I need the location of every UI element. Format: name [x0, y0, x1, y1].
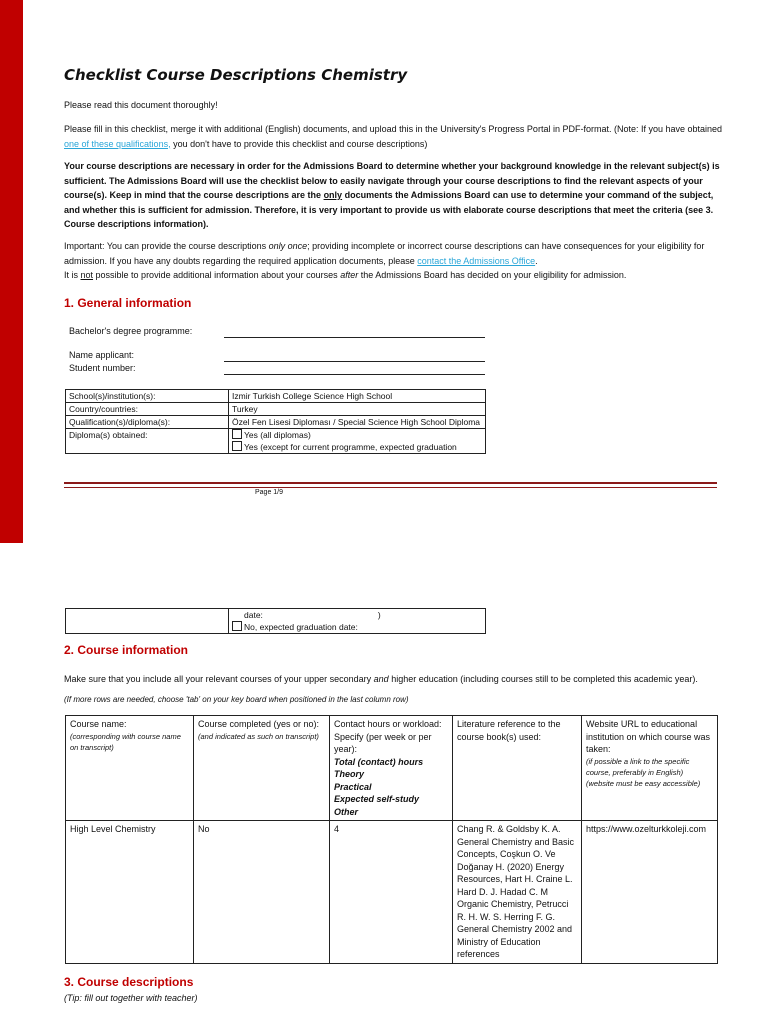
fill-text-a: Please fill in this checklist, merge it with additional (English) documents, and upload this in the University's Progress Portal in PDF-format. (Note: If you have obtained	[64, 124, 723, 134]
note-text-a: Make sure that you include all your relevant courses of your upper secondary	[64, 674, 374, 684]
table-row	[66, 416, 486, 429]
important-notice	[64, 239, 724, 283]
country-label: Country/countries:	[66, 403, 229, 416]
hours-self-study: Expected self-study	[334, 794, 420, 804]
hours-other: Other	[334, 806, 359, 817]
qualification-value[interactable]: Özel Fen Lisesi Diploması / Special Science High School Diploma	[229, 416, 486, 429]
table-row	[66, 429, 486, 454]
name-field[interactable]	[224, 361, 485, 362]
table-row	[66, 403, 486, 416]
header-label: Course name:	[70, 719, 127, 729]
header-literature: Literature reference to the course book(s) used:	[453, 716, 582, 821]
header-label: Course completed (yes or no):	[198, 719, 320, 729]
diploma-label: Diploma(s) obtained:	[66, 429, 229, 454]
expected-date-line	[232, 609, 482, 621]
section-3-tip: (Tip: fill out together with teacher)	[64, 993, 198, 1003]
hours-cell[interactable]: 4	[330, 821, 453, 964]
course-name-cell[interactable]: High Level Chemistry	[66, 821, 194, 964]
section-1-heading: 1. General information	[64, 296, 192, 310]
empty-cell	[66, 609, 229, 634]
not-text-c: the Admissions Board has decided on your eligibility for admission.	[358, 270, 627, 280]
table-row	[66, 821, 718, 964]
website-cell[interactable]: https://www.ozelturkkoleji.com	[582, 821, 718, 964]
course-info-note	[64, 672, 724, 687]
header-website	[582, 716, 718, 821]
page-footer-rule	[64, 482, 717, 484]
diploma-option-all[interactable]	[232, 429, 482, 441]
page-footer-rule-thin	[64, 487, 717, 488]
school-value[interactable]: Izmir Turkish College Science High School	[229, 390, 486, 403]
option-label: No, expected graduation date:	[244, 622, 358, 632]
diploma-option-no[interactable]	[232, 621, 482, 633]
date-label: date:	[244, 610, 263, 620]
checkbox-icon[interactable]	[232, 621, 242, 631]
school-label: School(s)/institution(s):	[66, 390, 229, 403]
header-label: Contact hours or workload: Specify (per week or per year):	[334, 719, 442, 754]
admissions-office-link[interactable]: contact the Admissions Office	[417, 255, 536, 266]
header-sub: (website must be easy accessible)	[586, 778, 701, 788]
important-only-once: only once	[268, 241, 308, 251]
fill-instruction	[64, 122, 724, 151]
student-number-label: Student number:	[69, 363, 136, 373]
not-text-a: It is	[64, 270, 81, 280]
important-text-a: Important: You can provide the course descriptions	[64, 241, 269, 251]
close-paren: )	[377, 610, 381, 620]
checkbox-icon[interactable]	[232, 441, 242, 451]
completed-cell[interactable]: No	[194, 821, 330, 964]
header-course-name	[66, 716, 194, 821]
student-number-field[interactable]	[224, 374, 485, 375]
course-table	[65, 715, 718, 964]
table-row	[66, 609, 486, 634]
diploma-continued-cell	[229, 609, 486, 634]
hours-theory: Theory	[334, 769, 365, 779]
table-header-row	[66, 716, 718, 821]
not-after: after	[340, 270, 359, 280]
not-text-b: possible to provide additional information about your courses	[93, 270, 341, 280]
bachelor-label: Bachelor's degree programme:	[69, 326, 193, 336]
qualification-label: Qualification(s)/diploma(s):	[66, 416, 229, 429]
table-row	[66, 390, 486, 403]
hours-total: Total (contact) hours	[334, 756, 424, 767]
section-3-heading: 3. Course descriptions	[64, 975, 194, 989]
read-instruction: Please read this document thoroughly!	[64, 100, 218, 110]
brand-sidebar-bar	[0, 0, 23, 543]
country-value[interactable]: Turkey	[229, 403, 486, 416]
header-sub: (if possible a link to the specific course, preferably in English)	[586, 756, 690, 777]
header-sub: (and indicated as such on transcript)	[198, 731, 319, 741]
note-text-b: higher education (including courses still to be completed this academic year).	[388, 674, 698, 684]
rows-tip: (If more rows are needed, choose 'tab' on your key board when positioned in the last column row)	[64, 695, 409, 704]
note-and: and	[373, 674, 389, 684]
name-label: Name applicant:	[69, 350, 135, 360]
page-number: Page 1/9	[255, 489, 284, 496]
notice-only: only	[323, 190, 343, 200]
notice-text-b: documents the Admissions Board can use to determine your command of the subject, and whether this is sufficient for admission. Therefore, it is very important to provide us with elaborate course descriptions that meet the criteria (see 3. Course descriptions information).	[64, 190, 714, 229]
diploma-options	[229, 429, 486, 454]
checkbox-icon[interactable]	[232, 429, 242, 439]
general-info-table	[65, 389, 486, 454]
section-2-heading: 2. Course information	[64, 643, 189, 657]
header-contact-hours	[330, 716, 453, 821]
literature-cell[interactable]: Chang R. & Goldsby K. A. General Chemistry and Basic Concepts, Coşkun O. Ve Doğanay H. (2020) Energy Resources, Hart H. Craine L. Hard D. J. Hadad C. M Organic Chemistry, Petrucci R. H. W. S. Herring F. G. General Chemistry 2002 and Ministry of Education references	[453, 821, 582, 964]
header-label: Website URL to educational institution on which course was taken:	[586, 719, 711, 754]
bachelor-field[interactable]	[224, 337, 485, 338]
option-label: Yes (except for current programme, expected graduation	[244, 442, 457, 452]
option-label: Yes (all diplomas)	[244, 430, 311, 440]
diploma-option-except[interactable]	[232, 441, 482, 453]
hours-practical: Practical	[334, 781, 372, 792]
not-word: not	[80, 270, 94, 280]
notice-text-a: Your course descriptions are necessary in order for the Admissions Board to determine whether your background knowledge in the relevant subject(s) is sufficient. The Admissions Board will use the checklist below to easily navigate through your course descriptions to find the relevant aspects of your course(s). Keep in mind that the course descriptions are the	[64, 161, 720, 200]
header-completed	[194, 716, 330, 821]
fill-text-b: you don't have to provide this checklist and course descriptions)	[170, 138, 428, 149]
important-text-c: .	[535, 255, 538, 266]
qualifications-link[interactable]: one of these qualifications,	[64, 138, 171, 149]
important-text-b: ; providing incomplete or incorrect course descriptions can have consequences for your eligibility for admission. If you have any doubts regarding the required application documents, please	[64, 241, 705, 266]
diploma-continued-table	[65, 608, 486, 634]
admissions-notice	[64, 159, 724, 232]
header-sub: (corresponding with course name on transcript)	[70, 731, 181, 752]
page-title: Checklist Course Descriptions Chemistry	[64, 66, 408, 84]
